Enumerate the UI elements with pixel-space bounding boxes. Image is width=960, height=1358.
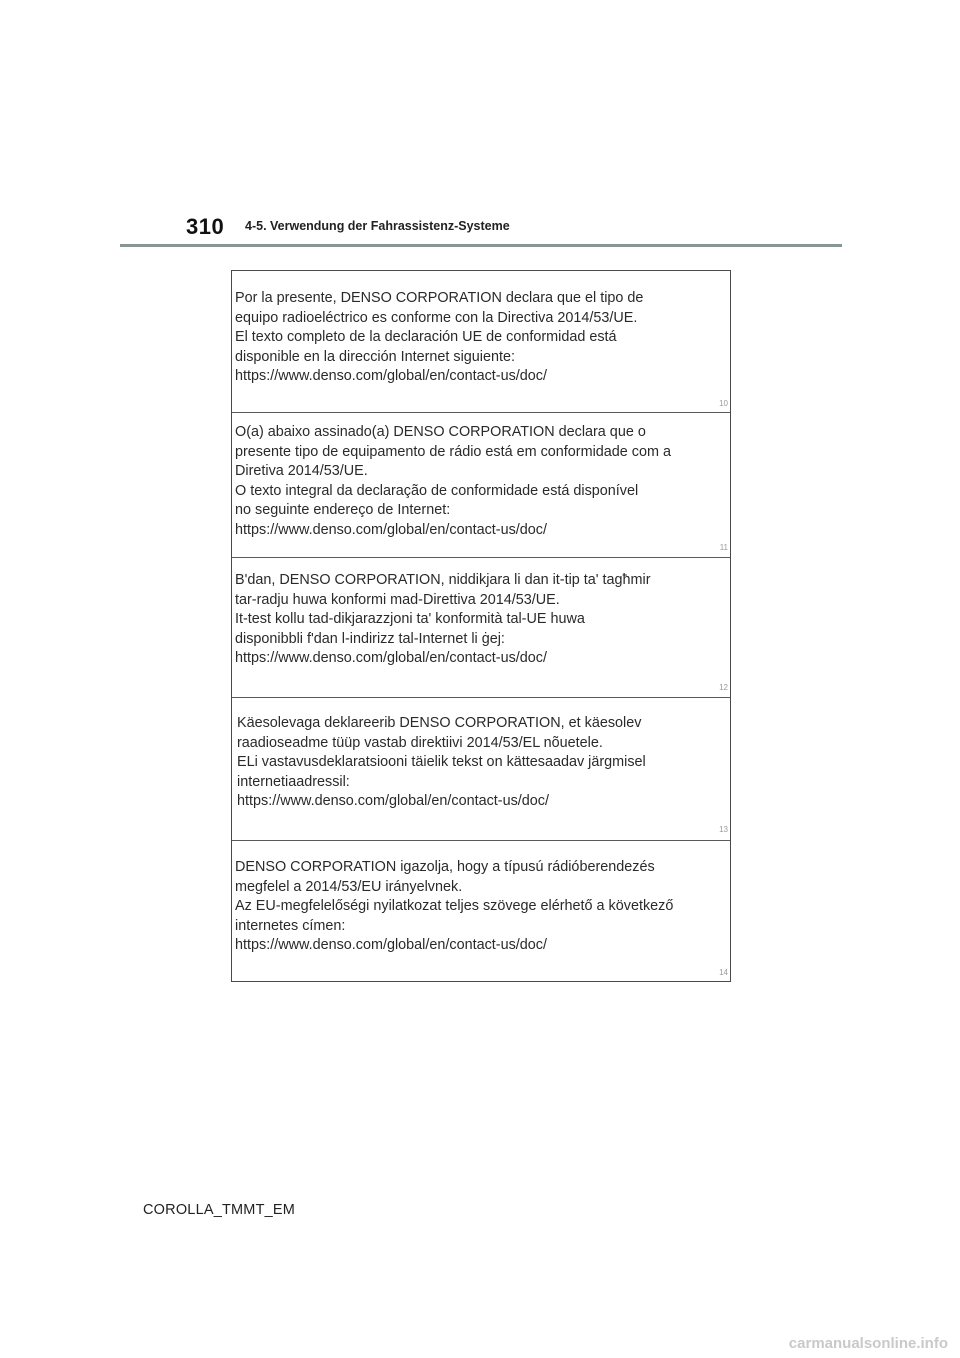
declaration-text: B'dan, DENSO CORPORATION, niddikjara li dan it-tip ta' tagħmir tar-radju huwa konformi mad-Direttiva 2014/53/UE. It-test kollu tad-dikjarazzjoni ta' konformità tal-UE huwa disponibbli f'dan l-indirizz tal-Internet li ġej: https://www.denso.com/global/en/contact-us/doc/: [235, 572, 651, 666]
declaration-hungarian: [232, 840, 730, 981]
declaration-text: Por la presente, DENSO CORPORATION declara que el tipo de equipo radioeléctrico es conforme con la Directiva 2014/53/UE. El texto completo de la declaración UE de conformidad está disponible en la dirección Internet siguiente: https://www.denso.com/global/en/contact-us/doc/: [235, 290, 644, 384]
declaration-text: DENSO CORPORATION igazolja, hogy a típusú rádióberendezés megfelel a 2014/53/EU irányelvnek. Az EU-megfelelőségi nyilatkozat teljes szövege elérhető a következő internetes címen: https://www.denso.com/global/en/contact-us/doc/: [235, 859, 674, 953]
declaration-index: 13: [719, 825, 728, 834]
declaration-maltese: [232, 557, 730, 697]
document-code: COROLLA_TMMT_EM: [143, 1202, 296, 1218]
declaration-index: 14: [719, 968, 728, 977]
declaration-index: 10: [719, 399, 728, 408]
declaration-portuguese: [232, 412, 730, 557]
declaration-index: 11: [719, 543, 728, 552]
declaration-box: [231, 270, 731, 982]
section-title: 4-5. Verwendung der Fahrassistenz-Systeme: [245, 219, 510, 233]
header-rule: [120, 244, 842, 247]
watermark: carmanualsonline.info: [788, 1335, 948, 1352]
page-number: 310: [186, 214, 225, 239]
declaration-text: O(a) abaixo assinado(a) DENSO CORPORATION declara que o presente tipo de equipamento de rádio está em conformidade com a Diretiva 2014/53/UE. O texto integral da declaração de conformidade está disponível no seguinte endereço de Internet: https://www.denso.com/global/en/contact-us/doc/: [235, 424, 671, 538]
declaration-index: 12: [719, 683, 728, 692]
declaration-spanish: [232, 271, 730, 412]
declaration-estonian: [232, 697, 730, 840]
declaration-text: Käesolevaga deklareerib DENSO CORPORATION, et käesolev raadioseadme tüüp vastab direktiivi 2014/53/EL nõuetele. ELi vastavusdeklaratsiooni täielik tekst on kättesaadav järgmisel internetiaadressil: https://www.denso.com/global/en/contact-us/doc/: [237, 715, 646, 809]
